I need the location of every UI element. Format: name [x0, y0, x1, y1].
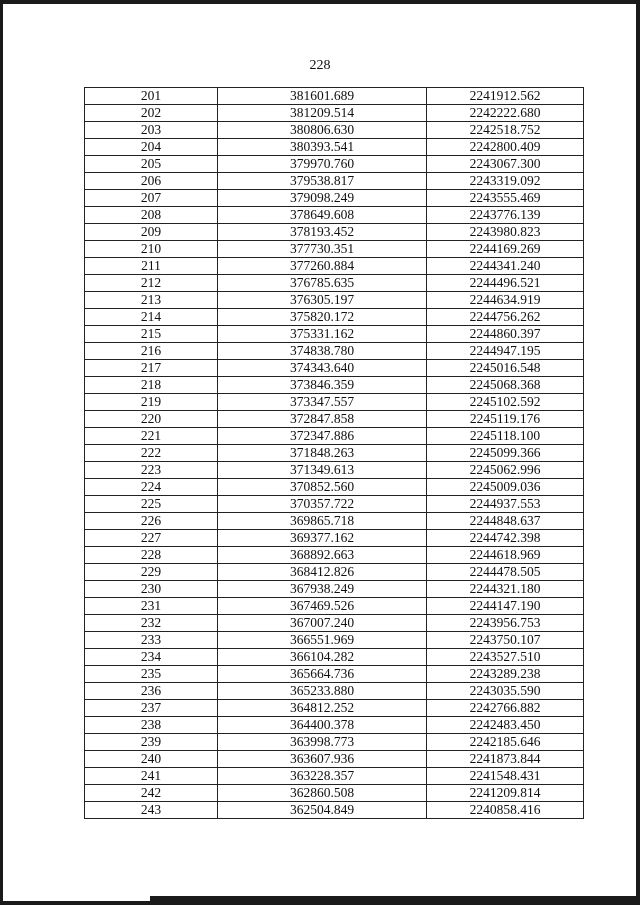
x-coordinate-cell: 377730.351 [218, 241, 427, 258]
y-coordinate-cell: 2245009.036 [427, 479, 584, 496]
y-coordinate-cell: 2244937.553 [427, 496, 584, 513]
x-coordinate-cell: 367469.526 [218, 598, 427, 615]
y-coordinate-cell: 2245068.368 [427, 377, 584, 394]
point-id-cell: 238 [85, 717, 218, 734]
x-coordinate-cell: 367007.240 [218, 615, 427, 632]
x-coordinate-cell: 364812.252 [218, 700, 427, 717]
x-coordinate-cell: 375331.162 [218, 326, 427, 343]
y-coordinate-cell: 2241548.431 [427, 768, 584, 785]
x-coordinate-cell: 368412.826 [218, 564, 427, 581]
y-coordinate-cell: 2243980.823 [427, 224, 584, 241]
table-row [85, 632, 584, 649]
x-coordinate-cell: 379970.760 [218, 156, 427, 173]
y-coordinate-cell: 2244947.195 [427, 343, 584, 360]
table-row [85, 700, 584, 717]
x-coordinate-cell: 365233.880 [218, 683, 427, 700]
y-coordinate-cell: 2243289.238 [427, 666, 584, 683]
table-row [85, 734, 584, 751]
point-id-cell: 218 [85, 377, 218, 394]
x-coordinate-cell: 381209.514 [218, 105, 427, 122]
y-coordinate-cell: 2244756.262 [427, 309, 584, 326]
table-row [85, 445, 584, 462]
x-coordinate-cell: 376305.197 [218, 292, 427, 309]
point-id-cell: 230 [85, 581, 218, 598]
table-row [85, 207, 584, 224]
point-id-cell: 215 [85, 326, 218, 343]
x-coordinate-cell: 371848.263 [218, 445, 427, 462]
page-border-left [0, 0, 3, 905]
table-row [85, 479, 584, 496]
y-coordinate-cell: 2244496.521 [427, 275, 584, 292]
bottom-rule [150, 896, 640, 901]
table-row [85, 649, 584, 666]
table-row [85, 547, 584, 564]
table-row [85, 768, 584, 785]
point-id-cell: 226 [85, 513, 218, 530]
y-coordinate-cell: 2244618.969 [427, 547, 584, 564]
table-row [85, 411, 584, 428]
coordinate-table-body [85, 88, 584, 819]
point-id-cell: 236 [85, 683, 218, 700]
table-row [85, 292, 584, 309]
y-coordinate-cell: 2245119.176 [427, 411, 584, 428]
table-row [85, 241, 584, 258]
y-coordinate-cell: 2244478.505 [427, 564, 584, 581]
table-row [85, 564, 584, 581]
table-row [85, 224, 584, 241]
y-coordinate-cell: 2241873.844 [427, 751, 584, 768]
y-coordinate-cell: 2244742.398 [427, 530, 584, 547]
x-coordinate-cell: 379098.249 [218, 190, 427, 207]
point-id-cell: 239 [85, 734, 218, 751]
y-coordinate-cell: 2242800.409 [427, 139, 584, 156]
x-coordinate-cell: 366104.282 [218, 649, 427, 666]
table-row [85, 530, 584, 547]
table-row [85, 717, 584, 734]
x-coordinate-cell: 369865.718 [218, 513, 427, 530]
point-id-cell: 225 [85, 496, 218, 513]
point-id-cell: 213 [85, 292, 218, 309]
point-id-cell: 204 [85, 139, 218, 156]
point-id-cell: 219 [85, 394, 218, 411]
x-coordinate-cell: 364400.378 [218, 717, 427, 734]
y-coordinate-cell: 2242518.752 [427, 122, 584, 139]
table-row [85, 428, 584, 445]
point-id-cell: 202 [85, 105, 218, 122]
y-coordinate-cell: 2243035.590 [427, 683, 584, 700]
point-id-cell: 217 [85, 360, 218, 377]
x-coordinate-cell: 371349.613 [218, 462, 427, 479]
x-coordinate-cell: 370852.560 [218, 479, 427, 496]
y-coordinate-cell: 2244860.397 [427, 326, 584, 343]
y-coordinate-cell: 2241912.562 [427, 88, 584, 105]
x-coordinate-cell: 380806.630 [218, 122, 427, 139]
x-coordinate-cell: 372847.858 [218, 411, 427, 428]
point-id-cell: 235 [85, 666, 218, 683]
point-id-cell: 233 [85, 632, 218, 649]
point-id-cell: 206 [85, 173, 218, 190]
table-row [85, 802, 584, 819]
x-coordinate-cell: 363998.773 [218, 734, 427, 751]
point-id-cell: 211 [85, 258, 218, 275]
point-id-cell: 208 [85, 207, 218, 224]
table-row [85, 156, 584, 173]
x-coordinate-cell: 375820.172 [218, 309, 427, 326]
y-coordinate-cell: 2243956.753 [427, 615, 584, 632]
y-coordinate-cell: 2242185.646 [427, 734, 584, 751]
point-id-cell: 203 [85, 122, 218, 139]
y-coordinate-cell: 2242222.680 [427, 105, 584, 122]
table-row [85, 598, 584, 615]
point-id-cell: 240 [85, 751, 218, 768]
x-coordinate-cell: 367938.249 [218, 581, 427, 598]
x-coordinate-cell: 374343.640 [218, 360, 427, 377]
page-border-top [0, 0, 640, 4]
x-coordinate-cell: 374838.780 [218, 343, 427, 360]
x-coordinate-cell: 373347.557 [218, 394, 427, 411]
point-id-cell: 241 [85, 768, 218, 785]
y-coordinate-cell: 2243319.092 [427, 173, 584, 190]
y-coordinate-cell: 2244169.269 [427, 241, 584, 258]
point-id-cell: 214 [85, 309, 218, 326]
x-coordinate-cell: 376785.635 [218, 275, 427, 292]
x-coordinate-cell: 369377.162 [218, 530, 427, 547]
point-id-cell: 237 [85, 700, 218, 717]
table-row [85, 88, 584, 105]
y-coordinate-cell: 2240858.416 [427, 802, 584, 819]
coordinate-table [84, 87, 584, 819]
x-coordinate-cell: 363228.357 [218, 768, 427, 785]
page-border-bottom [0, 901, 640, 905]
point-id-cell: 209 [85, 224, 218, 241]
y-coordinate-cell: 2241209.814 [427, 785, 584, 802]
point-id-cell: 223 [85, 462, 218, 479]
table-row [85, 122, 584, 139]
x-coordinate-cell: 378193.452 [218, 224, 427, 241]
table-row [85, 105, 584, 122]
page-number: 228 [309, 58, 331, 73]
point-id-cell: 231 [85, 598, 218, 615]
point-id-cell: 222 [85, 445, 218, 462]
y-coordinate-cell: 2243527.510 [427, 649, 584, 666]
x-coordinate-cell: 365664.736 [218, 666, 427, 683]
point-id-cell: 212 [85, 275, 218, 292]
table-row [85, 275, 584, 292]
x-coordinate-cell: 370357.722 [218, 496, 427, 513]
point-id-cell: 224 [85, 479, 218, 496]
point-id-cell: 242 [85, 785, 218, 802]
y-coordinate-cell: 2245102.592 [427, 394, 584, 411]
point-id-cell: 243 [85, 802, 218, 819]
y-coordinate-cell: 2245016.548 [427, 360, 584, 377]
point-id-cell: 220 [85, 411, 218, 428]
table-row [85, 258, 584, 275]
y-coordinate-cell: 2244634.919 [427, 292, 584, 309]
x-coordinate-cell: 366551.969 [218, 632, 427, 649]
x-coordinate-cell: 372347.886 [218, 428, 427, 445]
table-row [85, 683, 584, 700]
y-coordinate-cell: 2244147.190 [427, 598, 584, 615]
y-coordinate-cell: 2245099.366 [427, 445, 584, 462]
y-coordinate-cell: 2243776.139 [427, 207, 584, 224]
point-id-cell: 228 [85, 547, 218, 564]
table-row [85, 326, 584, 343]
table-row [85, 666, 584, 683]
point-id-cell: 201 [85, 88, 218, 105]
page-border-right [636, 0, 640, 905]
x-coordinate-cell: 381601.689 [218, 88, 427, 105]
y-coordinate-cell: 2243067.300 [427, 156, 584, 173]
y-coordinate-cell: 2242483.450 [427, 717, 584, 734]
y-coordinate-cell: 2244341.240 [427, 258, 584, 275]
table-row [85, 173, 584, 190]
table-row [85, 309, 584, 326]
table-row [85, 496, 584, 513]
table-row [85, 343, 584, 360]
x-coordinate-cell: 363607.936 [218, 751, 427, 768]
table-row [85, 751, 584, 768]
y-coordinate-cell: 2243750.107 [427, 632, 584, 649]
x-coordinate-cell: 378649.608 [218, 207, 427, 224]
table-row [85, 581, 584, 598]
table-row [85, 615, 584, 632]
point-id-cell: 229 [85, 564, 218, 581]
table-row [85, 785, 584, 802]
table-row [85, 190, 584, 207]
point-id-cell: 227 [85, 530, 218, 547]
y-coordinate-cell: 2244321.180 [427, 581, 584, 598]
point-id-cell: 232 [85, 615, 218, 632]
table-row [85, 377, 584, 394]
table-row [85, 462, 584, 479]
y-coordinate-cell: 2245062.996 [427, 462, 584, 479]
point-id-cell: 210 [85, 241, 218, 258]
x-coordinate-cell: 380393.541 [218, 139, 427, 156]
y-coordinate-cell: 2244848.637 [427, 513, 584, 530]
point-id-cell: 207 [85, 190, 218, 207]
y-coordinate-cell: 2243555.469 [427, 190, 584, 207]
x-coordinate-cell: 362504.849 [218, 802, 427, 819]
point-id-cell: 205 [85, 156, 218, 173]
x-coordinate-cell: 373846.359 [218, 377, 427, 394]
point-id-cell: 234 [85, 649, 218, 666]
point-id-cell: 216 [85, 343, 218, 360]
y-coordinate-cell: 2245118.100 [427, 428, 584, 445]
table-row [85, 513, 584, 530]
table-row [85, 360, 584, 377]
point-id-cell: 221 [85, 428, 218, 445]
x-coordinate-cell: 377260.884 [218, 258, 427, 275]
y-coordinate-cell: 2242766.882 [427, 700, 584, 717]
x-coordinate-cell: 368892.663 [218, 547, 427, 564]
x-coordinate-cell: 362860.508 [218, 785, 427, 802]
table-row [85, 394, 584, 411]
table-row [85, 139, 584, 156]
x-coordinate-cell: 379538.817 [218, 173, 427, 190]
